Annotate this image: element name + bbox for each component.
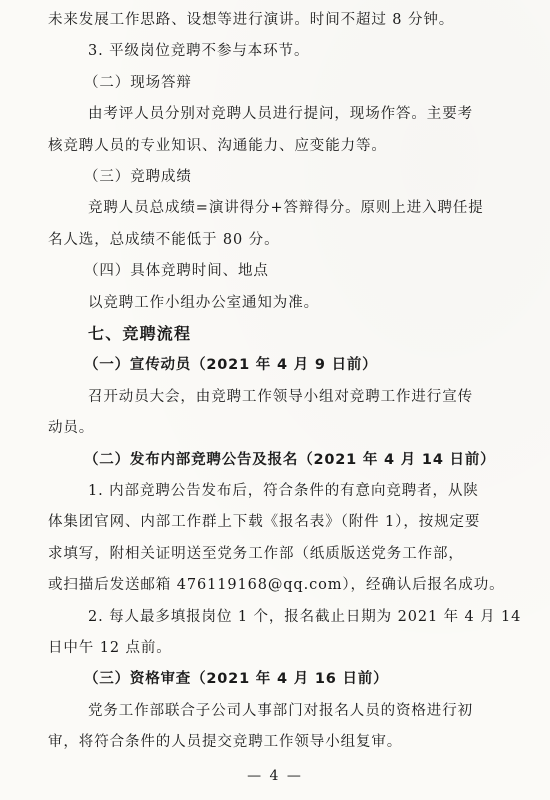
paragraph-line: 党务工作部联合子公司人事部门对报名人员的资格进行初 bbox=[88, 702, 473, 719]
paragraph-line: 召开动员大会，由竞聘工作领导小组对竞聘工作进行宣传 bbox=[88, 388, 473, 405]
paragraph-line: 动员。 bbox=[48, 420, 95, 437]
paragraph-line: 日中午 12 点前。 bbox=[48, 640, 172, 656]
paragraph-line: 由考评人员分别对竞聘人员进行提问，现场作答。主要考 bbox=[88, 106, 473, 123]
page-number: — 4 — bbox=[247, 768, 303, 784]
paragraph-line: 名人选，总成绩不能低于 80 分。 bbox=[48, 231, 280, 248]
paragraph-line: 审，将符合条件的人员提交竞聘工作领导小组复审。 bbox=[48, 734, 403, 751]
section-heading: （二）现场答辩 bbox=[84, 74, 192, 91]
section-heading: （一）宣传动员（2021 年 4 月 9 日前） bbox=[84, 357, 378, 374]
paragraph-line: 1. 内部竞聘公告发布后，符合条件的有意向竞聘者，从陕 bbox=[88, 483, 479, 499]
paragraph-line: 体集团官网、内部工作群上下载《报名表》（附件 1），按规定要 bbox=[48, 514, 481, 531]
section-heading: （四）具体竞聘时间、地点 bbox=[84, 263, 269, 280]
section-heading: （二）发布内部竞聘公告及报名（2021 年 4 月 14 日前） bbox=[84, 451, 496, 468]
section-heading: （三）竞聘成绩 bbox=[84, 169, 192, 185]
paragraph-line: 求填写，附相关证明送至党务工作部（纸质版送党务工作部， bbox=[48, 545, 464, 562]
chapter-heading: 七、竞聘流程 bbox=[88, 324, 192, 343]
paragraph-line: 竞聘人员总成绩=演讲得分+答辩得分。原则上进入聘任提 bbox=[88, 200, 484, 217]
paragraph-line: 或扫描后发送邮箱 476119168@qq.com），经确认后报名成功。 bbox=[48, 577, 505, 594]
paragraph-line: 2. 每人最多填报岗位 1 个，报名截止日期为 2021 年 4 月 14 bbox=[88, 608, 522, 625]
paragraph-line: 未来发展工作思路、设想等进行演讲。时间不超过 8 分钟。 bbox=[48, 12, 455, 28]
paragraph-line: 核竞聘人员的专业知识、沟通能力、应变能力等。 bbox=[48, 137, 387, 154]
paragraph-line: 以竞聘工作小组办公室通知为准。 bbox=[88, 294, 319, 311]
section-heading: （三）资格审查（2021 年 4 月 16 日前） bbox=[84, 671, 389, 688]
paragraph-line: 3. 平级岗位竞聘不参与本环节。 bbox=[88, 43, 310, 60]
